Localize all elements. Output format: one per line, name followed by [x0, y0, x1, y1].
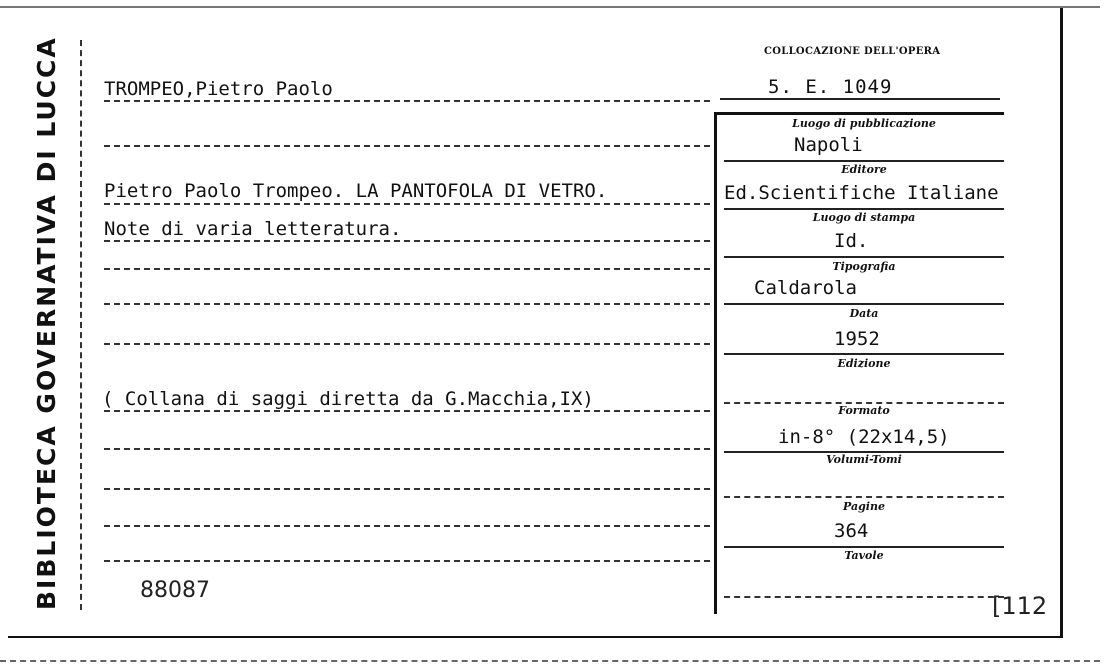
library-label: BIBLIOTECA GOVERNATIVA DI LUCCA	[32, 36, 61, 610]
collocation-heading: COLLOCAZIONE DELL'OPERA	[764, 46, 941, 57]
field-value-format: in-8° (22x14,5)	[778, 426, 950, 448]
ruled-line	[104, 268, 710, 270]
field-label-volumes: Volumi-Tomi	[826, 453, 902, 466]
field-rule	[724, 496, 1004, 498]
title-line-1: Pietro Paolo Trompeo. LA PANTOFOLA DI VETRO.	[104, 180, 608, 202]
field-rule	[724, 303, 1004, 305]
title-rule-2	[104, 240, 710, 242]
collocation-rule	[720, 98, 1000, 100]
author-name: TROMPEO,Pietro Paolo	[104, 78, 333, 100]
corner-mark: [112	[992, 592, 1048, 620]
field-label-pages: Pagine	[843, 500, 885, 513]
field-label-publisher: Editore	[841, 163, 887, 176]
field-label-plates: Tavole	[844, 549, 884, 562]
author-rule	[104, 100, 710, 102]
field-label-place-printed: Luogo di stampa	[812, 211, 916, 224]
field-label-edition: Edizione	[837, 357, 891, 370]
collocation-value: 5. E. 1049	[768, 76, 893, 98]
ruled-line	[104, 525, 710, 527]
field-label-place-published: Luogo di pubblicazione	[792, 117, 936, 130]
field-rule	[724, 256, 1004, 258]
inventory-number: 88087	[140, 578, 210, 603]
field-value-place-printed: Id.	[834, 230, 869, 252]
field-rule	[724, 596, 1004, 598]
field-rule	[724, 353, 1004, 355]
field-label-date: Data	[849, 307, 879, 320]
field-value-printer: Caldarola	[754, 277, 857, 299]
top-edge-line	[0, 6, 1100, 8]
series-note: ( Collana di saggi diretta da G.Macchia,IX)	[102, 388, 594, 410]
ruled-line	[104, 303, 710, 305]
bottom-scan-noise	[0, 660, 1100, 662]
ruled-line	[104, 488, 710, 490]
field-label-printer: Tipografia	[832, 260, 896, 273]
field-value-place-published: Napoli	[794, 134, 863, 156]
series-rule	[104, 410, 710, 412]
ruled-line	[104, 343, 710, 345]
field-label-format: Formato	[838, 404, 890, 417]
title-line-2: Note di varia letteratura.	[104, 218, 402, 240]
bottom-edge-line	[8, 636, 1063, 638]
field-box-top-border	[714, 112, 1004, 115]
ruled-line	[104, 448, 710, 450]
blank-rule	[104, 145, 710, 147]
field-rule	[724, 160, 1004, 162]
field-value-date: 1952	[834, 328, 880, 350]
left-margin-line	[80, 40, 82, 610]
field-box-left-border	[714, 112, 717, 614]
title-rule-1	[104, 203, 710, 205]
field-value-pages: 364	[834, 520, 869, 542]
right-edge-line	[1060, 8, 1063, 636]
field-value-publisher: Ed.Scientifiche Italiane	[724, 182, 999, 204]
field-rule	[724, 546, 1004, 548]
ruled-line	[104, 560, 710, 562]
field-rule	[724, 208, 1004, 210]
